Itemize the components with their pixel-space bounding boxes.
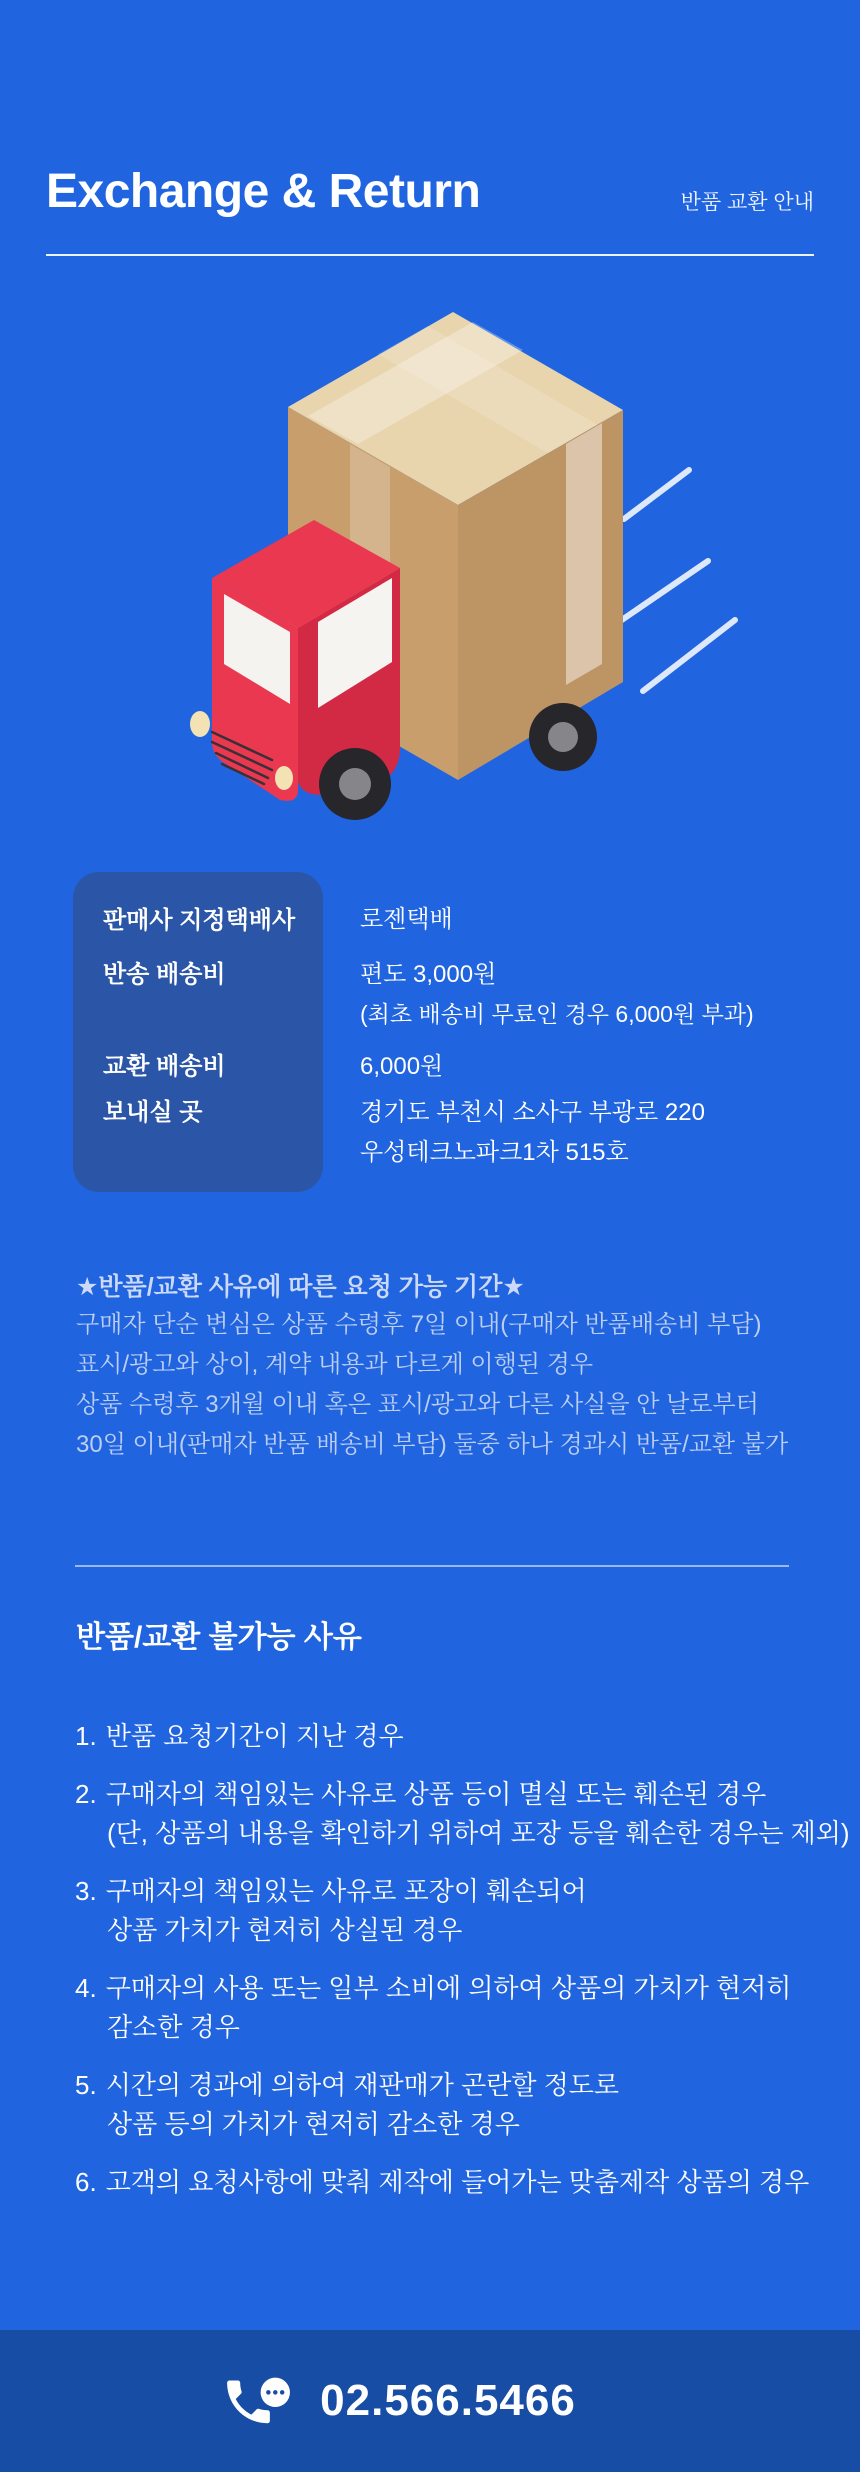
section-divider [75, 1565, 789, 1567]
value-return-address-line2: 우성테크노파크1차 515호 [360, 1139, 629, 1166]
contact-footer [0, 2330, 860, 2472]
value-return-fee: 편도 3,000원 [360, 961, 497, 988]
page-title: Exchange & Return [46, 165, 481, 218]
request-period-line: 표시/광고와 상이, 계약 내용과 다르게 이행된 경우 [76, 1351, 594, 1378]
list-item: 5. 시간의 경과에 의하여 재판매가 곤란할 정도로 상품 등의 가치가 현저히 감소한 경우 [75, 2070, 620, 2139]
request-period-text [76, 1305, 788, 1465]
rear-wheel-icon [529, 703, 597, 771]
request-period-line: 30일 이내(판매자 반품 배송비 부담) 둘중 하나 경과시 반품/교환 불가 [76, 1431, 789, 1458]
value-return-fee-note: (최초 배송비 무료인 경우 6,000원 부과) [360, 1001, 754, 1027]
value-designated-courier: 로젠택배 [360, 906, 453, 933]
request-period-title: ★반품/교환 사유에 따른 요청 가능 기간★ [76, 1273, 525, 1301]
page-subtitle: 반품 교환 안내 [680, 191, 814, 214]
impossible-reasons-list [75, 1717, 850, 2221]
label-return-address: 보내실 곳 [103, 1099, 203, 1126]
impossible-reasons-title: 반품/교환 불가능 사유 [76, 1621, 362, 1654]
delivery-truck-illustration [168, 312, 828, 832]
front-wheel-icon [319, 748, 391, 820]
list-item: 6. 고객의 요청사항에 맞춰 제작에 들어가는 맞춤제작 상품의 경우 [75, 2167, 810, 2197]
list-item: 3. 구매자의 책임있는 사유로 포장이 훼손되어 상품 가치가 현저히 상실된 경우 [75, 1876, 587, 1945]
list-item: 2. 구매자의 책임있는 사유로 상품 등이 멸실 또는 훼손된 경우 (단, 상품의 내용을 확인하기 위하여 포장 등을 훼손한 경우는 제외) [75, 1779, 850, 1848]
label-return-fee: 반송 배송비 [103, 961, 226, 988]
value-exchange-fee: 6,000원 [360, 1053, 444, 1080]
list-item: 1. 반품 요청기간이 지난 경우 [75, 1721, 404, 1751]
header-divider [46, 254, 814, 256]
label-exchange-fee: 교환 배송비 [103, 1053, 226, 1080]
value-return-address-line1: 경기도 부천시 소사구 부광로 220 [360, 1099, 705, 1126]
request-period-line: 구매자 단순 변심은 상품 수령후 7일 이내(구매자 반품배송비 부담) [76, 1311, 762, 1338]
phone-number-link[interactable]: 02.566.5466 [320, 2376, 576, 2425]
label-designated-courier: 판매사 지정택배사 [103, 907, 296, 934]
list-item: 4. 구매자의 사용 또는 일부 소비에 의하여 상품의 가치가 현저히 감소한 경우 [75, 1973, 792, 2042]
phone-icon [220, 2365, 296, 2437]
shipping-info-card [73, 872, 323, 1192]
request-period-line: 상품 수령후 3개월 이내 혹은 표시/광고와 다른 사실을 안 날로부터 [76, 1391, 759, 1418]
speed-lines-icon [613, 470, 735, 691]
